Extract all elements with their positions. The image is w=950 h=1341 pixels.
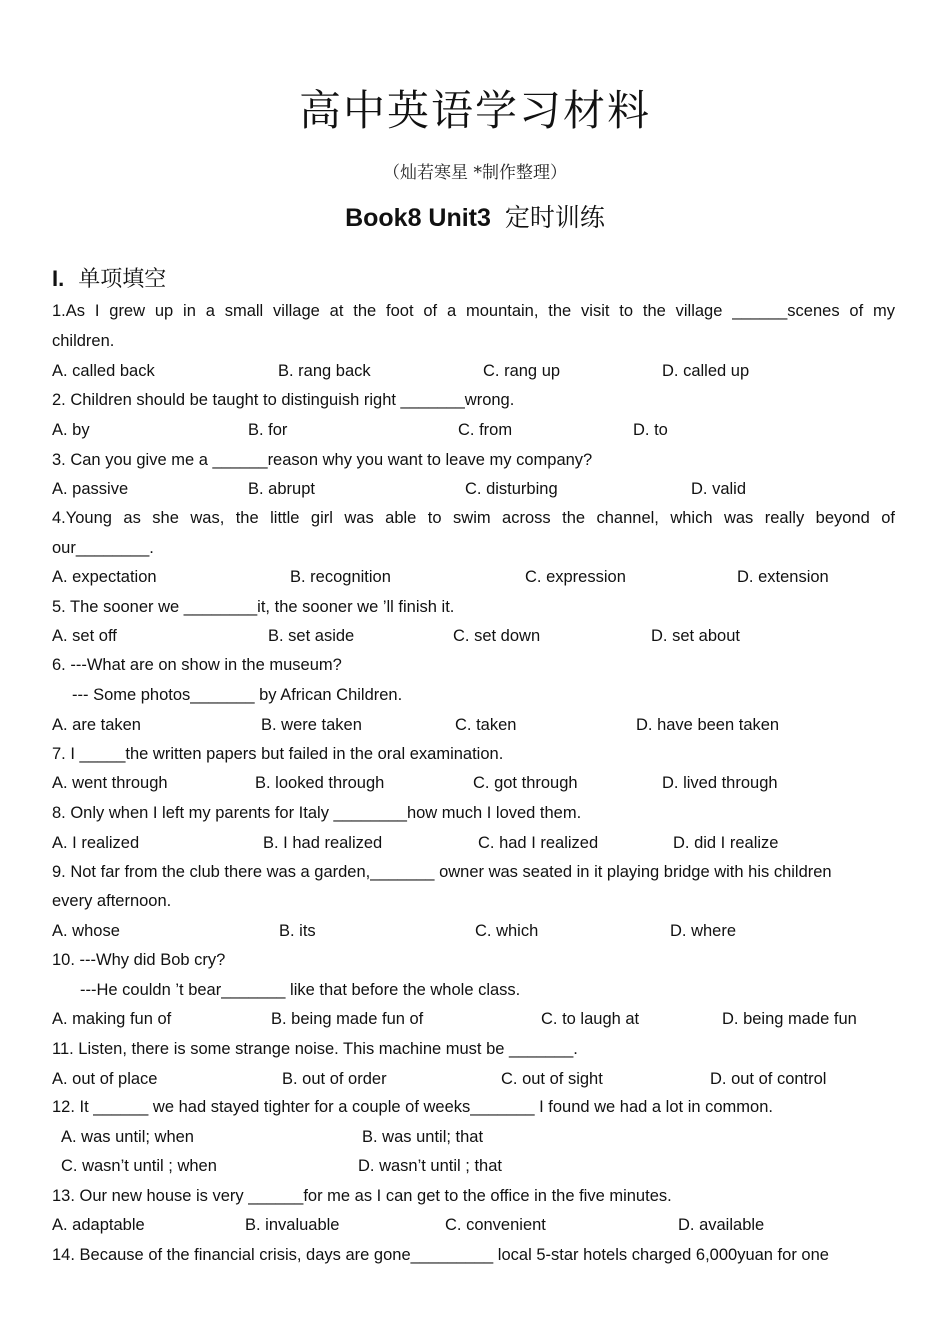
question-13-option-c: C. convenient [445, 1216, 546, 1234]
question-10-option-b: B. being made fun of [271, 1010, 424, 1028]
question-1-option-c: C. rang up [483, 362, 561, 380]
question-2-option-a: A. by [52, 421, 90, 439]
question-1-line-2: children. [52, 332, 115, 350]
question-8-option-a: A. I realized [52, 834, 140, 852]
question-7-option-c: C. got through [473, 774, 578, 792]
question-10-line-2: ---He couldn ’t bear_______ like that before the whole class. [80, 981, 521, 999]
question-7-option-b: B. looked through [255, 774, 385, 792]
question-1-option-a: A. called back [52, 362, 155, 380]
question-3-option-c: C. disturbing [465, 480, 558, 498]
question-6-option-d: D. have been taken [636, 716, 780, 734]
question-8-line-1: 8. Only when I left my parents for Italy ________how much I loved them. [52, 804, 582, 822]
question-9-option-b: B. its [279, 922, 316, 940]
question-11-option-d: D. out of control [710, 1070, 827, 1088]
question-1-line-1: 1.As I grew up in a small village at the foot of a mountain, the visit to the village ______scenes of my [52, 302, 895, 320]
question-13-option-d: D. available [678, 1216, 765, 1234]
unit-heading-english: Book8 Unit3 [345, 204, 491, 232]
question-3-line-1: 3. Can you give me a ______reason why you want to leave my company? [52, 451, 593, 469]
question-1-option-b: B. rang back [278, 362, 371, 380]
question-8-option-d: D. did I realize [673, 834, 779, 852]
question-2-option-c: C. from [458, 421, 513, 439]
question-10-option-d: D. being made fun [722, 1010, 857, 1028]
question-9-line-1: 9. Not far from the club there was a garden,_______ owner was seated in it playing bridge with his children [52, 863, 832, 881]
question-2-option-d: D. to [633, 421, 668, 439]
question-4-option-d: D. extension [737, 568, 829, 586]
question-4-option-b: B. recognition [290, 568, 391, 586]
document-subtitle: （灿若寒星 *制作整理） [383, 163, 567, 183]
question-9-option-a: A. whose [52, 922, 120, 940]
unit-heading-chinese: 定时训练 [504, 203, 605, 232]
question-5-line-1: 5. The sooner we ________it, the sooner we ’ll finish it. [52, 598, 455, 616]
section-heading [52, 262, 166, 293]
question-4-line-2: our________. [52, 539, 154, 557]
question-7-line-1: 7. I _____the written papers but failed in the oral examination. [52, 745, 504, 763]
question-7-option-a: A. went through [52, 774, 168, 792]
question-9-option-c: C. which [475, 922, 539, 940]
section-title: 单项填空 [78, 267, 167, 292]
question-5-option-b: B. set aside [268, 627, 355, 645]
question-2-line-1: 2. Children should be taught to distinguish right _______wrong. [52, 391, 515, 409]
question-9-line-2: every afternoon. [52, 892, 172, 910]
question-4-option-c: C. expression [525, 568, 626, 586]
question-9-option-d: D. where [670, 922, 737, 940]
question-12-option-d: D. wasn’t until ; that [358, 1157, 502, 1175]
section-number: I. [52, 266, 65, 291]
question-3-option-b: B. abrupt [248, 480, 315, 498]
question-13-option-b: B. invaluable [245, 1216, 340, 1234]
question-13-option-a: A. adaptable [52, 1216, 145, 1234]
unit-heading [0, 198, 950, 234]
question-10-line-1: 10. ---Why did Bob cry? [52, 951, 226, 969]
question-3-option-d: D. valid [691, 480, 747, 498]
question-3-option-a: A. passive [52, 480, 129, 498]
document-title: 高中英语学习材料 [298, 86, 651, 135]
question-2-option-b: B. for [248, 421, 288, 439]
question-11-option-c: C. out of sight [501, 1070, 603, 1088]
question-7-option-d: D. lived through [662, 774, 778, 792]
question-12-option-c: C. wasn’t until ; when [61, 1157, 217, 1175]
question-6-option-b: B. were taken [261, 716, 362, 734]
question-1-option-d: D. called up [662, 362, 750, 380]
question-11-line-1: 11. Listen, there is some strange noise. This machine must be _______. [52, 1040, 578, 1058]
question-6-line-1: 6. ---What are on show in the museum? [52, 656, 342, 674]
question-5-option-d: D. set about [651, 627, 740, 645]
question-6-option-c: C. taken [455, 716, 517, 734]
question-11-option-b: B. out of order [282, 1070, 387, 1088]
question-6-option-a: A. are taken [52, 716, 141, 734]
question-5-option-c: C. set down [453, 627, 541, 645]
question-12-option-b: B. was until; that [362, 1128, 484, 1146]
question-11-option-a: A. out of place [52, 1070, 158, 1088]
question-8-option-c: C. had I realized [478, 834, 599, 852]
question-13-line-1: 13. Our new house is very ______for me as I can get to the office in the five minutes. [52, 1187, 672, 1205]
question-10-option-c: C. to laugh at [541, 1010, 640, 1028]
question-4-line-1: 4.Young as she was, the little girl was able to swim across the channel, which was really beyond of [52, 509, 895, 527]
question-12-option-a: A. was until; when [61, 1128, 194, 1146]
question-14-line-1: 14. Because of the financial crisis, days are gone_________ local 5-star hotels charged 6,000yuan for one [52, 1246, 829, 1264]
question-10-option-a: A. making fun of [52, 1010, 172, 1028]
question-4-option-a: A. expectation [52, 568, 157, 586]
question-12-line-1: 12. It ______ we had stayed tighter for a couple of weeks_______ I found we had a lot in common. [52, 1098, 773, 1116]
question-6-line-2: --- Some photos_______ by African Children. [72, 686, 403, 704]
question-5-option-a: A. set off [52, 627, 117, 645]
question-8-option-b: B. I had realized [263, 834, 383, 852]
